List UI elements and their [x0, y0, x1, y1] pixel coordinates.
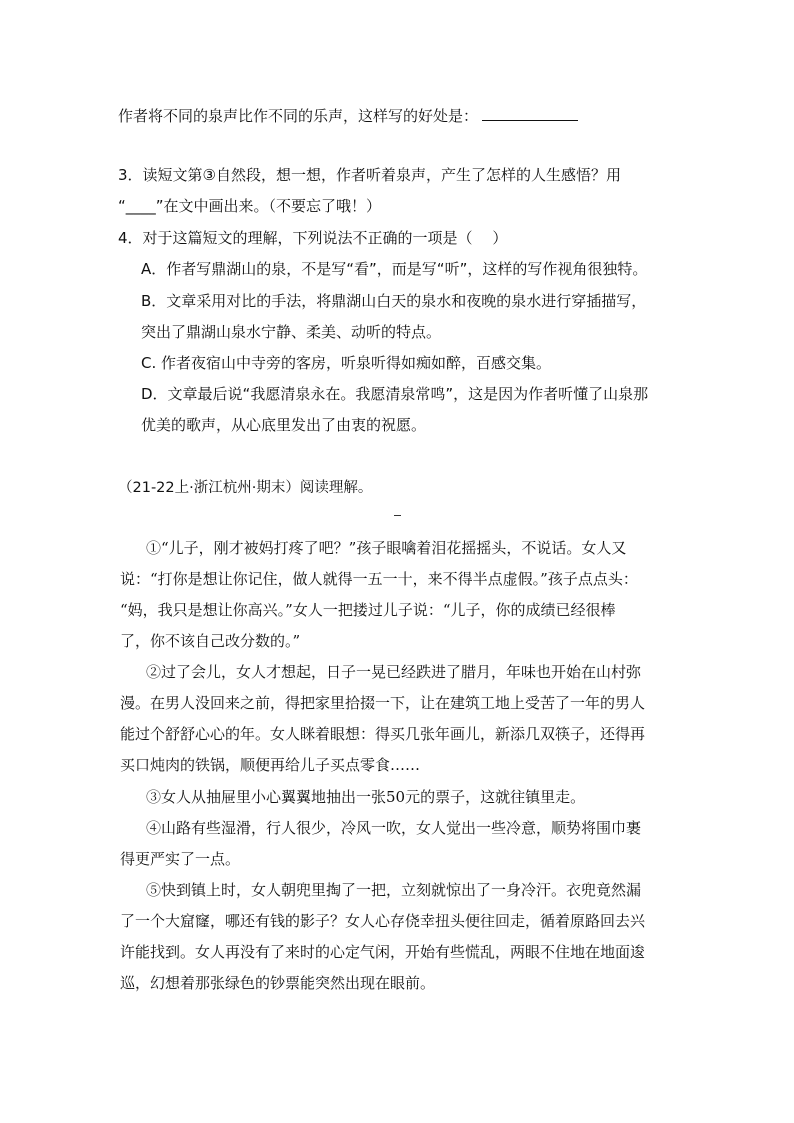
story-p5-line-4: 巡，幻想着那张绿色的钞票能突然出现在眼前。	[120, 974, 436, 992]
story-p1-line-3: “妈，我只是想让你高兴。”女人一把搂过儿子说：“儿子，你的成绩已经很棒	[120, 601, 616, 619]
question-3-line-1: 3．读短文第③自然段，想一想，作者听着泉声，产生了怎样的人生感悟？用	[118, 166, 621, 184]
story-p1-line-1: ①“儿子，刚才被妈打疼了吧？”孩子眼噙着泪花摇摇头，不说话。女人又	[146, 539, 627, 557]
story-p5-line-1: ⑤快到镇上时，女人朝兜里掏了一把，立刻就惊出了一身冷汗。衣兜竟然漏	[146, 881, 642, 899]
source-line: （21-22上·浙江杭州·期末）阅读理解。	[118, 480, 373, 496]
story-p2-line-4: 买口炖肉的铁锅，顺便再给儿子买点零食……	[120, 756, 421, 774]
story-p2-line-1: ②过了会儿，女人才想起，日子一晃已经跌进了腊月，年味也开始在山村弥	[146, 663, 642, 681]
question-3-line-2: “____”在文中画出来。（不要忘了哦！）	[118, 197, 382, 215]
story-p5-line-2: 了一个大窟窿，哪还有钱的影子？女人心存侥幸扭头便往回走，循着原路回去兴	[120, 912, 646, 930]
q2-answer-line	[118, 105, 578, 127]
answer-blank[interactable]	[482, 106, 578, 121]
title-underline-mark	[394, 515, 401, 516]
story-p4-line-1: ④山路有些湿滑，行人很少，冷风一吹，女人觉出一些冷意，顺势将围巾裹	[146, 819, 642, 837]
story-p1-line-4: 了，你不该自己改分数的。”	[120, 632, 301, 650]
story-p1-line-2: 说：“打你是想让你记住，做人就得一五一十，来不得半点虚假。”孩子点点头：	[120, 570, 638, 588]
story-p5-line-3: 许能找到。女人再没有了来时的心定气闲，开始有些慌乱，两眼不住地在地面逡	[120, 943, 646, 961]
option-d-line-1: D．文章最后说“我愿清泉永在。我愿清泉常鸣”，这是因为作者听懂了山泉那	[141, 385, 649, 403]
q2-text: 作者将不同的泉声比作不同的乐声，这样写的好处是：	[118, 107, 479, 125]
story-p3-line-1: ③女人从抽屉里小心翼翼地抽出一张50元的票子，这就往镇里走。	[146, 788, 586, 806]
question-4-stem: 4．对于这篇短文的理解，下列说法不正确的一项是（ ）	[118, 229, 508, 247]
option-d-line-2: 优美的歌声，从心底里发出了由衷的祝愿。	[141, 416, 427, 434]
option-a: A．作者写鼎湖山的泉，不是写“看”，而是写“听”，这样的写作视角很独特。	[141, 260, 648, 278]
option-c: C. 作者夜宿山中寺旁的客房，听泉听得如痴如醉，百感交集。	[141, 354, 552, 372]
option-b-line-2: 突出了鼎湖山泉水宁静、柔美、动听的特点。	[141, 323, 442, 341]
story-p2-line-3: 能过个舒舒心心的年。女人眯着眼想：得买几张年画儿，新添几双筷子，还得再	[120, 725, 646, 743]
option-b-line-1: B．文章采用对比的手法，将鼎湖山白天的泉水和夜晚的泉水进行穿插描写，	[141, 292, 647, 310]
story-p4-line-2: 得更严实了一点。	[120, 850, 241, 868]
story-p2-line-2: 漫。在男人没回来之前，得把家里拾掇一下，让在建筑工地上受苦了一年的男人	[120, 694, 646, 712]
